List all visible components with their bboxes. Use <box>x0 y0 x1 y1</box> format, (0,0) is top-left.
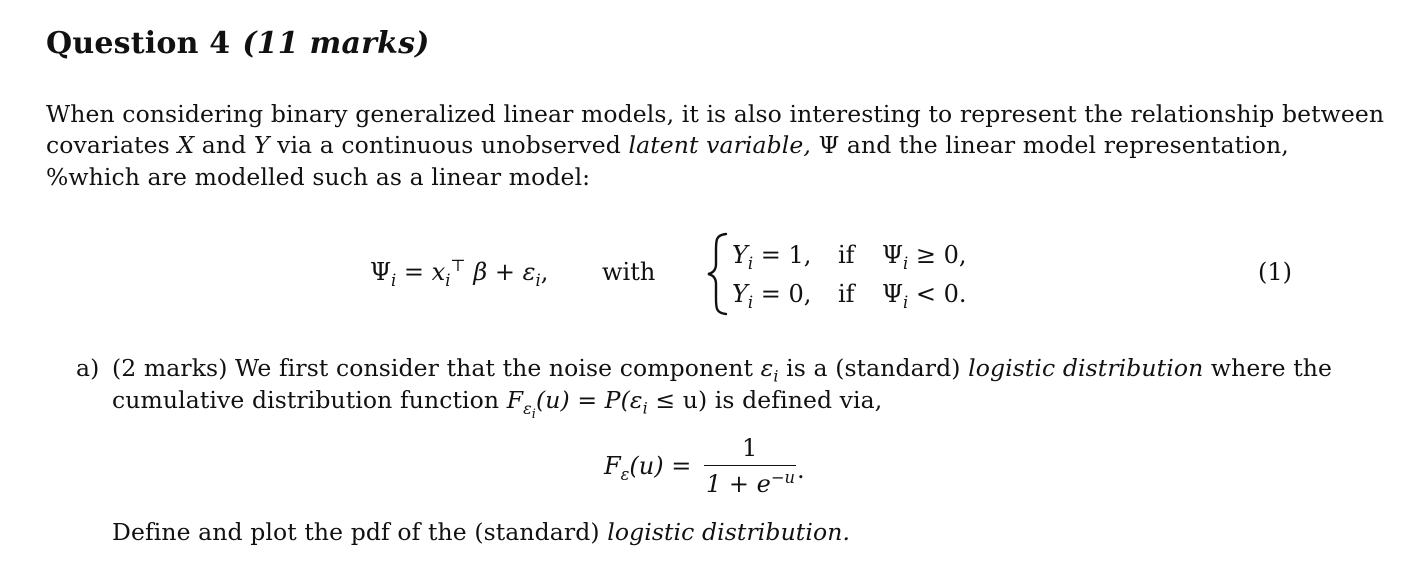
cdf-lhs <box>604 452 692 484</box>
cdf-argument: (u) = <box>629 452 692 480</box>
variable-y: Y <box>253 131 270 159</box>
denominator-term: 1 + e <box>706 470 771 498</box>
part-a-label: a) <box>76 354 100 382</box>
condition-rhs: < 0. <box>915 280 967 308</box>
part-a-math: (u) = P(ε <box>535 386 643 414</box>
comma: , <box>540 258 549 286</box>
intro-text: via a continuous unobserved <box>277 131 621 159</box>
part-a-text: (2 marks) We first consider that the noise component <box>112 354 754 382</box>
part-a-text: where the <box>1210 354 1333 382</box>
transpose-symbol: ⊤ <box>450 256 466 275</box>
psi-symbol: Ψ <box>370 258 392 286</box>
cdf-period: . <box>797 456 805 484</box>
question-title <box>46 26 430 61</box>
left-brace-icon <box>704 232 730 316</box>
logistic-distribution-term: logistic distribution. <box>607 518 851 546</box>
condition-rhs: ≥ 0, <box>915 241 967 269</box>
variable-y: Y <box>732 241 748 269</box>
subscript: i <box>903 253 909 273</box>
equation-number: (1) <box>1258 258 1292 286</box>
cdf-symbol: F <box>604 452 621 480</box>
intro-text: and <box>201 131 247 159</box>
part-a-text: is a (standard) <box>786 354 961 382</box>
fraction-bar <box>704 465 796 466</box>
subscript: i <box>445 270 451 290</box>
psi-symbol: Ψ <box>882 241 904 269</box>
task-line <box>112 518 850 546</box>
part-a-text: ≤ u) is defined via, <box>655 386 883 414</box>
cdf-denominator <box>706 470 795 498</box>
task-text: Define and plot the pdf of the (standard) <box>112 518 600 546</box>
part-a-line-2 <box>112 386 883 422</box>
variable-y: Y <box>732 280 748 308</box>
psi-symbol: Ψ <box>882 280 904 308</box>
case-row-2-condition <box>882 280 967 312</box>
subscript: i <box>773 366 779 386</box>
intro-line-1: When considering binary generalized linear models, it is also interesting to represent the relationship between <box>46 100 1385 128</box>
subscript: i <box>747 253 754 273</box>
question-heading: Question 4 <box>46 26 231 61</box>
cdf-numerator: 1 <box>742 434 758 462</box>
logistic-distribution-term: logistic distribution <box>968 354 1204 382</box>
question-marks: (11 marks) <box>242 26 430 61</box>
intro-line-3: %which are modelled such as a linear model: <box>46 163 591 191</box>
cdf-symbol: F <box>506 386 524 414</box>
subscript: ε <box>620 464 630 484</box>
case-row-1-condition <box>882 241 967 273</box>
subscript: i <box>535 270 541 290</box>
part-a-text: cumulative distribution function <box>112 386 500 414</box>
equation-term: = x <box>403 258 446 286</box>
variable-x: X <box>177 131 195 159</box>
subscript: ε <box>523 398 532 418</box>
exponent: −u <box>770 468 796 487</box>
case-row-2 <box>732 280 812 312</box>
intro-text: and the linear model representation, <box>846 131 1289 159</box>
case-row-1-if: if <box>838 241 855 269</box>
latent-equation <box>370 256 549 290</box>
subscript: i <box>642 398 648 418</box>
intro-line-2 <box>46 131 1289 159</box>
case-value: = 0, <box>760 280 812 308</box>
with-word: with <box>602 258 656 286</box>
subscript: i <box>531 406 536 422</box>
subscript: i <box>747 292 754 312</box>
case-row-2-if: if <box>838 280 855 308</box>
equation-term: β + ε <box>473 258 536 286</box>
case-value: = 1, <box>760 241 812 269</box>
case-row-1 <box>732 241 812 273</box>
epsilon-symbol: ε <box>760 354 774 382</box>
psi-symbol: Ψ <box>818 131 840 159</box>
intro-text: covariates <box>46 131 170 159</box>
subscript: i <box>903 292 909 312</box>
subscript: i <box>391 270 397 290</box>
part-a-line-1 <box>112 354 1333 386</box>
latent-variable-term: latent variable, <box>628 131 811 159</box>
